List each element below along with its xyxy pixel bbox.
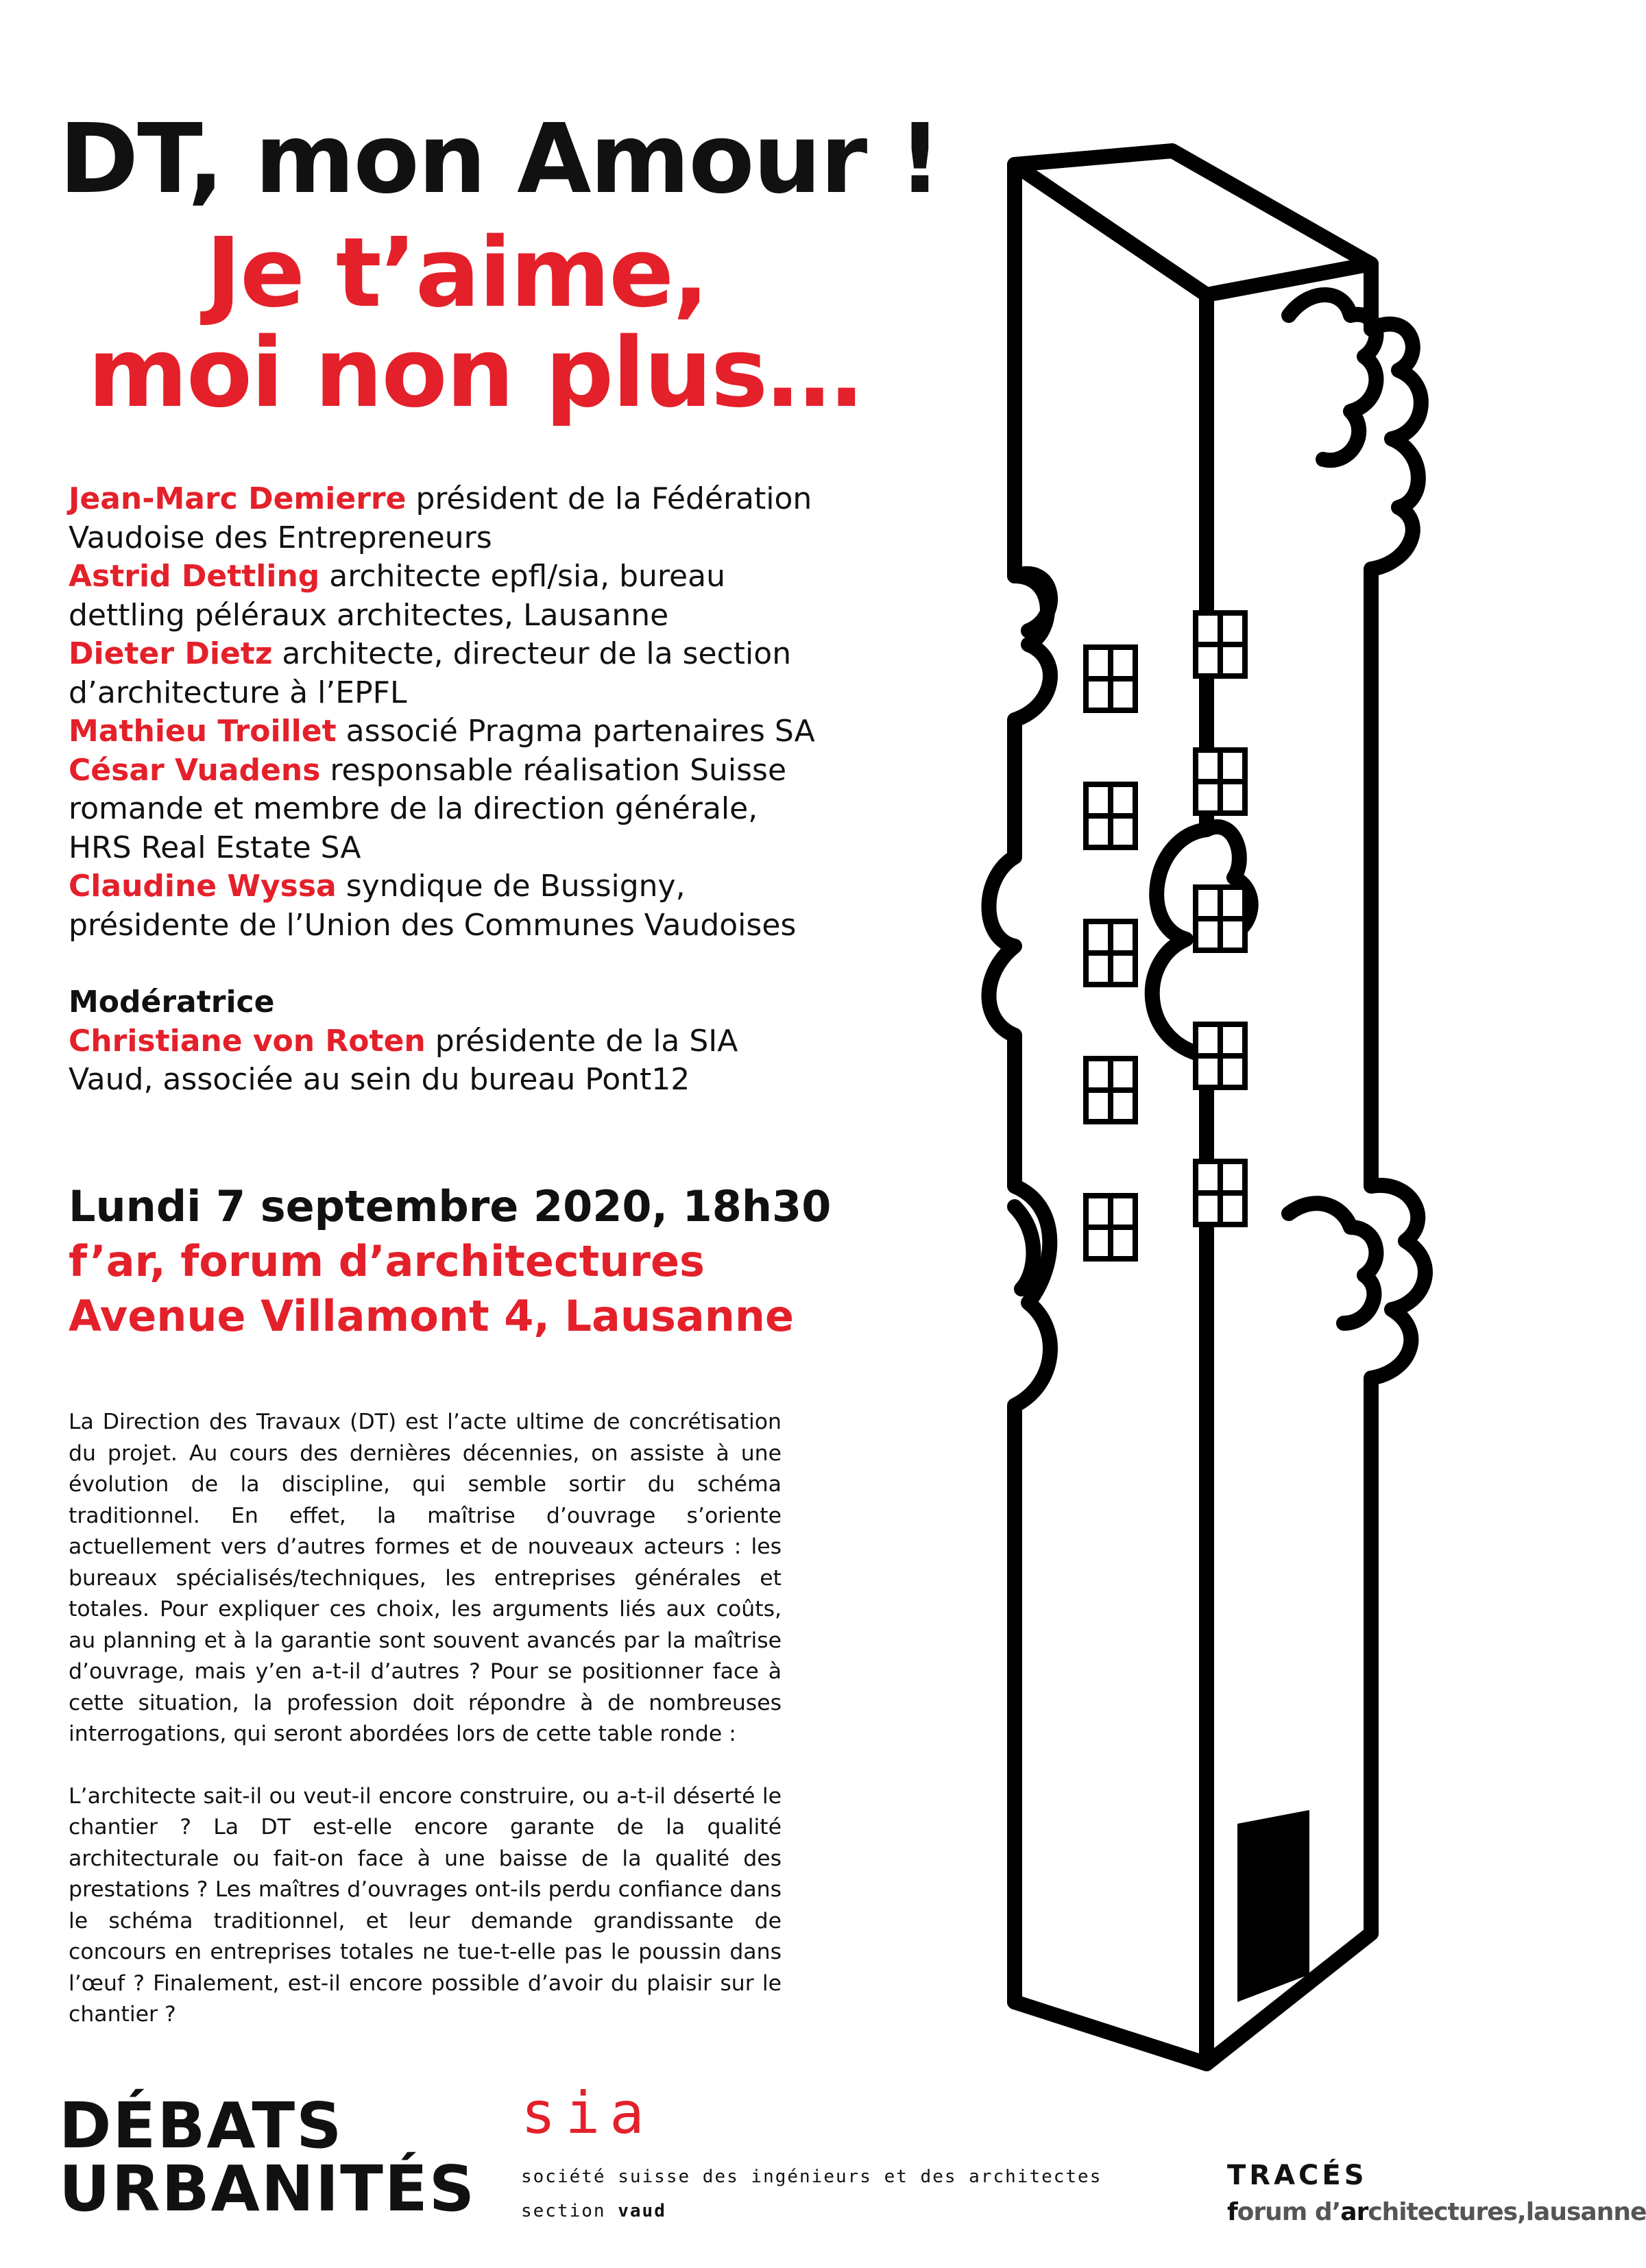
- speaker-desc: président de la Fédération Vaudoise des Entrepreneurs: [69, 481, 812, 555]
- subtitle-line-2: moi non plus…: [88, 317, 862, 429]
- far-f: f: [1227, 2198, 1237, 2226]
- speaker-name: Astrid Dettling: [69, 559, 320, 594]
- moderator-label: Modératrice: [69, 985, 275, 1020]
- description: [69, 1407, 782, 2031]
- moderator-name: Christiane von Roten: [69, 1023, 426, 1059]
- description-paragraph-1: La Direction des Travaux (DT) est l’acte ultime de concrétisation du projet. Au cours des dernières décennies, on assiste à une évolution de la discipline, qui semble sortir du schéma traditionnel. En effet, la maîtrise d’ouvrage s’oriente actuellement vers d’autres formes et de nouveaux acteurs : les bureaux spécialisés/techniques, les entreprises générales et totales. Pour expliquer ces choix, les arguments liés aux coûts, au planning et à la garantie sont souvent avancés par la maîtrise d’ouvrage, mais y’en a-t-il d’autres ? Pour se positionner face à cette situation, la profession doit répondre à de nombreuses interrogations, qui seront abordées lors de cette table ronde :: [69, 1410, 782, 1746]
- speaker-desc: architecte epfl/sia, bureau dettling péléraux architectes, Lausanne: [69, 559, 725, 633]
- description-paragraph-2: L’architecte sait-il ou veut-il encore construire, ou a-t-il déserté le chantier ? La DT est-elle encore garante de la qualité architecturale ou fait-on face à une baisse de la qualité des prestations ? Les maîtres d’ouvrages ont-ils perdu confiance dans le schéma traditionnel, et leur demande grandissante de concours en entreprises totales ne tue-t-elle pas le poussin dans l’œuf ? Finalement, est-il encore possible d’avoir du plaisir sur le chantier ?: [69, 1783, 782, 2027]
- speaker-desc: responsable réalisation Suisse romande et membre de la direction générale, HRS Real Estate SA: [69, 752, 787, 865]
- speakers-list: [69, 480, 823, 1100]
- event-venue: f’ar, forum d’architectures: [69, 1236, 705, 1286]
- far-logo: [1227, 2198, 1646, 2226]
- debats-urbanites-logo: [59, 2089, 476, 2225]
- page-title: DT, mon Amour !: [59, 104, 941, 215]
- sia-section-name: vaud: [618, 2201, 666, 2221]
- sia-tagline: société suisse des ingénieurs et des architectes: [521, 2167, 1102, 2187]
- speaker-item: [69, 635, 823, 712]
- speaker-desc: associé Pragma partenaires SA: [336, 714, 815, 749]
- speaker-name: Jean-Marc Demierre: [69, 481, 407, 516]
- tower-illustration: [987, 137, 1481, 2071]
- speaker-desc: architecte, directeur de la section d’architecture à l’EPFL: [69, 636, 792, 710]
- speaker-name: César Vuadens: [69, 752, 321, 788]
- event-info: [69, 1179, 831, 1344]
- speaker-item: [69, 712, 823, 751]
- moderator-desc: présidente de la SIA Vaud, associée au sein du bureau Pont12: [69, 1023, 738, 1097]
- sia-logo: sia: [521, 2079, 654, 2147]
- speaker-name: Dieter Dietz: [69, 636, 273, 671]
- logo-line-1: DÉBATS: [59, 2089, 343, 2162]
- speaker-desc: syndique de Bussigny, présidente de l’Union des Communes Vaudoises: [69, 869, 797, 943]
- moderator-item: [69, 1022, 823, 1100]
- speaker-item: [69, 867, 823, 945]
- sia-section-prefix: section: [521, 2201, 618, 2221]
- traces-logo: TRACÉS: [1227, 2160, 1368, 2191]
- event-address: Avenue Villamont 4, Lausanne: [69, 1291, 795, 1341]
- far-ar: ar: [1340, 2198, 1368, 2226]
- sia-section: [521, 2201, 666, 2221]
- logo-line-2: URBANITÉS: [59, 2152, 476, 2225]
- subtitle-line-1: Je t’aime,: [206, 217, 708, 329]
- speaker-name: Mathieu Troillet: [69, 714, 337, 749]
- speaker-item: [69, 480, 823, 557]
- far-orum: orum d’: [1237, 2198, 1341, 2226]
- speaker-item: [69, 751, 823, 868]
- speaker-item: [69, 557, 823, 635]
- speaker-name: Claudine Wyssa: [69, 869, 337, 904]
- event-date: Lundi 7 septembre 2020, 18h30: [69, 1181, 832, 1231]
- far-rest: chitectures,lausanne: [1368, 2198, 1646, 2226]
